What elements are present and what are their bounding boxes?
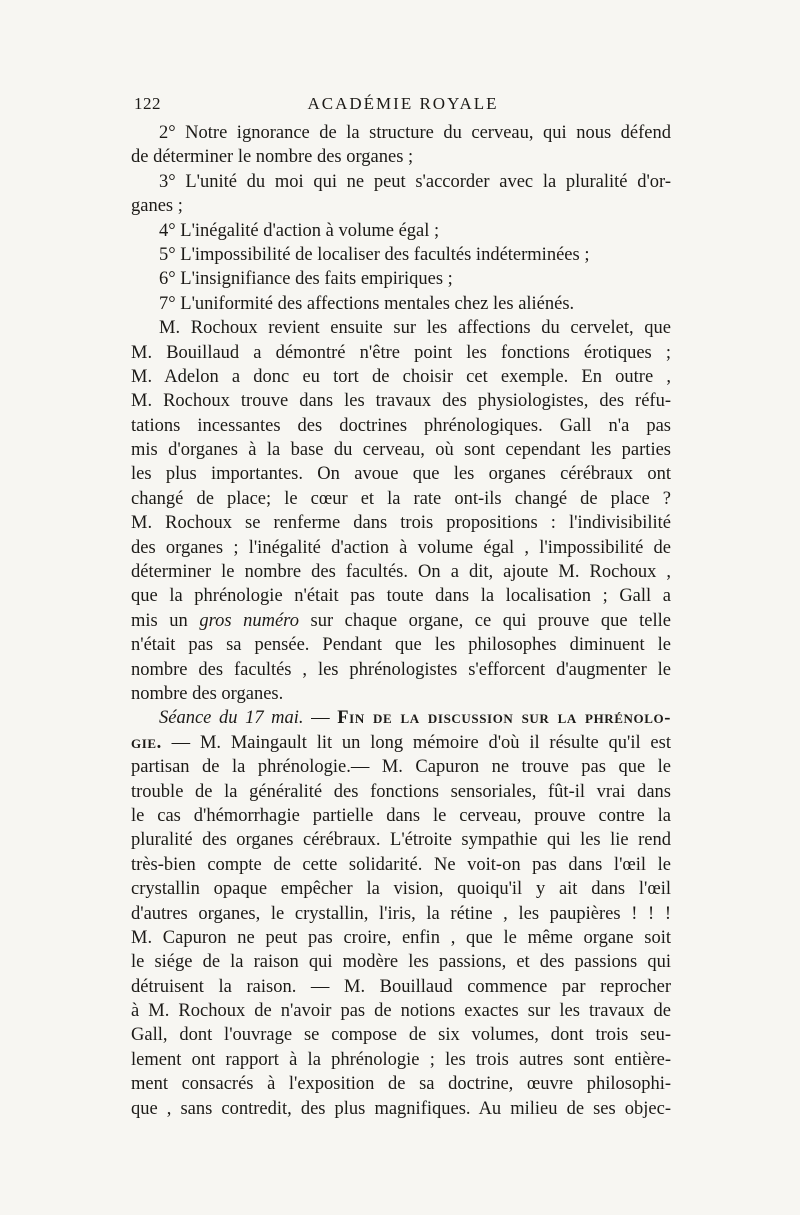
- session-date: Séance du 17 mai.: [159, 708, 304, 729]
- text-line-with-emphasis: [131, 609, 671, 633]
- text-line: 4° L'inégalité d'action à volume égal ;: [159, 220, 440, 241]
- text-line: déterminer le nombre des facultés. On a dit, ajoute M. Rochoux ,: [131, 562, 671, 583]
- text-line: de déterminer le nombre des organes ;: [131, 147, 414, 168]
- text-line: très-bien compte de cette solidarité. Ne voit-on pas dans l'œil le: [131, 854, 671, 875]
- text-line: Gall, dont l'ouvrage se compose de six volumes, dont trois seu-: [131, 1025, 671, 1046]
- text-line: M. Adelon a donc eu tort de choisir cet exemple. En outre ,: [131, 366, 671, 387]
- text-line: 5° L'impossibilité de localiser des facultés indéterminées ;: [159, 244, 590, 265]
- text-line: nombre des facultés , les phrénologistes s'efforcent d'augmenter le: [131, 659, 671, 680]
- text-line: changé de place; le cœur et la rate ont-ils changé de place ?: [131, 488, 671, 509]
- section-heading-line: [131, 706, 671, 730]
- text-line: mis d'organes à la base du cerveau, où sont cependant les parties: [131, 440, 671, 461]
- running-head: [134, 94, 672, 118]
- text-line: M. Bouillaud a démontré n'être point les fonctions érotiques ;: [131, 342, 671, 363]
- text-line: M. Rochoux se renferme dans trois propositions : l'indivisibilité: [131, 513, 671, 534]
- text-line: lement ont rapport à la phrénologie ; les trois autres sont entière-: [131, 1049, 671, 1070]
- text-line: que , sans contredit, des plus magnifiques. Au milieu de ses objec-: [131, 1098, 671, 1119]
- body-text: [131, 121, 671, 1121]
- text-line: le cas d'hémorrhagie partielle dans le cerveau, prouve contre la: [131, 805, 671, 826]
- section-heading: Fin de la discussion sur la phrénolo-: [337, 708, 672, 729]
- text-line: 3° L'unité du moi qui ne peut s'accorder avec la pluralité d'or-: [159, 171, 671, 192]
- text-line: à M. Rochoux de n'avoir pas de notions exactes sur les travaux de: [131, 1001, 671, 1022]
- text-run: mis un: [131, 610, 200, 631]
- text-line: ment consacrés à l'exposition de sa doctrine, œuvre philosophi-: [131, 1074, 671, 1095]
- text-line: 2° Notre ignorance de la structure du cerveau, qui nous défend: [159, 123, 671, 143]
- section-heading-end: gie.: [131, 732, 162, 753]
- text-line: les plus importantes. On avoue que les organes cérébraux ont: [131, 464, 671, 485]
- text-line: tations incessantes des doctrines phrénologiques. Gall n'a pas: [131, 415, 671, 436]
- text-line: 6° L'insignifiance des faits empiriques ;: [159, 269, 453, 290]
- italic-phrase: gros numéro: [199, 610, 299, 631]
- text-run: sur chaque organe, ce qui prouve que telle: [298, 610, 672, 631]
- text-line: nombre des organes.: [131, 683, 284, 704]
- text-line: trouble de la généralité des fonctions sensoriales, fût-il vrai dans: [131, 781, 671, 802]
- text-line: ganes ;: [131, 196, 183, 217]
- text-line: d'autres organes, le crystallin, l'iris, la rétine , les paupières ! ! !: [131, 903, 671, 924]
- text-line: des organes ; l'inégalité d'action à volume égal , l'impossibilité de: [131, 537, 671, 558]
- text-line: pluralité des organes cérébraux. L'étroite sympathie qui les lie rend: [131, 830, 671, 851]
- page-number: 122: [134, 94, 161, 113]
- text-line: M. Rochoux trouve dans les travaux des physiologistes, des réfu-: [131, 391, 671, 412]
- text-line: partisan de la phrénologie.— M. Capuron ne trouve pas que le: [131, 757, 671, 778]
- text-line: M. Rochoux revient ensuite sur les affections du cervelet, que: [159, 318, 671, 339]
- dash: —: [303, 708, 338, 729]
- text-line-with-heading-end: [131, 731, 671, 755]
- text-line: crystallin opaque empêcher la vision, quoiqu'il y ait dans l'œil: [131, 879, 671, 900]
- running-title: ACADÉMIE ROYALE: [307, 94, 499, 113]
- text-line: n'était pas sa pensée. Pendant que les philosophes diminuent le: [131, 635, 671, 656]
- text-line: détruisent la raison. — M. Bouillaud commence par reprocher: [131, 976, 671, 997]
- text-line: 7° L'uniformité des affections mentales chez les aliénés.: [159, 293, 575, 314]
- text-line: le siége de la raison qui modère les passions, et des passions qui: [131, 952, 671, 973]
- text-line: M. Capuron ne peut pas croire, enfin , que le même organe soit: [131, 927, 671, 948]
- text-run: — M. Maingault lit un long mémoire d'où il résulte qu'il est: [161, 732, 671, 753]
- text-line: que la phrénologie n'était pas toute dans la localisation ; Gall a: [131, 586, 671, 607]
